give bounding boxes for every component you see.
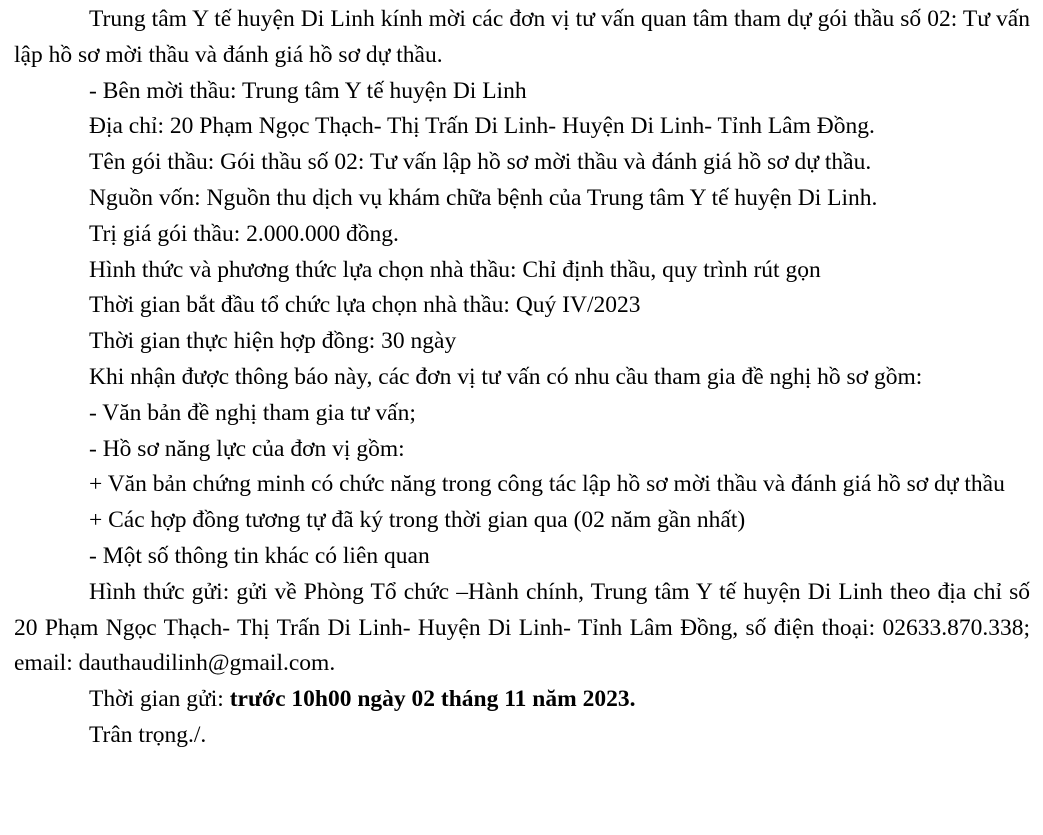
sub-item-contracts: + Các hợp đồng tương tự đã ký trong thời gian qua (02 năm gần nhất) xyxy=(89,507,746,534)
package-value: Trị giá gói thầu: 2.000.000 đồng. xyxy=(89,220,399,247)
intro-paragraph: Trung tâm Y tế huyện Di Linh kính mời các đơn vị tư vấn quan tâm tham dự gói thầu số 02: Tư vấn lập hồ sơ mời thầu và đánh giá hồ sơ dự thầu. xyxy=(14,6,1030,68)
sub-item-function: + Văn bản chứng minh có chức năng trong công tác lập hồ sơ mời thầu và đánh giá hồ sơ dự thầu xyxy=(89,471,1005,498)
inviting-party: - Bên mời thầu: Trung tâm Y tế huyện Di Linh xyxy=(89,77,527,104)
package-name: Tên gói thầu: Gói thầu số 02: Tư vấn lập hồ sơ mời thầu và đánh giá hồ sơ dự thầu. xyxy=(89,149,872,176)
documents-intro: Khi nhận được thông báo này, các đơn vị tư vấn có nhu cầu tham gia đề nghị hồ sơ gồm: xyxy=(89,363,923,390)
document-body xyxy=(14,2,1030,754)
address: Địa chỉ: 20 Phạm Ngọc Thạch- Thị Trấn Di Linh- Huyện Di Linh- Tỉnh Lâm Đồng. xyxy=(89,113,875,140)
list-item-other: - Một số thông tin khác có liên quan xyxy=(89,542,430,569)
selection-method: Hình thức và phương thức lựa chọn nhà thầu: Chỉ định thầu, quy trình rút gọn xyxy=(89,256,821,283)
funding-source: Nguồn vốn: Nguồn thu dịch vụ khám chữa bệnh của Trung tâm Y tế huyện Di Linh. xyxy=(89,184,878,211)
contract-duration: Thời gian thực hiện hợp đồng: 30 ngày xyxy=(89,328,457,355)
deadline-label: Thời gian gửi: xyxy=(89,686,230,713)
deadline xyxy=(14,682,1030,718)
closing: Trân trọng./. xyxy=(89,721,207,748)
selection-start-time: Thời gian bắt đầu tổ chức lựa chọn nhà thầu: Quý IV/2023 xyxy=(89,292,641,319)
list-item-proposal: - Văn bản đề nghị tham gia tư vấn; xyxy=(89,399,416,426)
deadline-value: trước 10h00 ngày 02 tháng 11 năm 2023. xyxy=(229,686,636,713)
list-item-capacity: - Hồ sơ năng lực của đơn vị gồm: xyxy=(89,435,405,462)
submission-method: Hình thức gửi: gửi về Phòng Tổ chức –Hành chính, Trung tâm Y tế huyện Di Linh theo địa chỉ số 20 Phạm Ngọc Thạch- Thị Trấn Di Linh- Huyện Di Linh- Tỉnh Lâm Đồng, số điện thoại: 02633.870.338; email: dauthaudilinh@gmail.com. xyxy=(14,578,1030,677)
